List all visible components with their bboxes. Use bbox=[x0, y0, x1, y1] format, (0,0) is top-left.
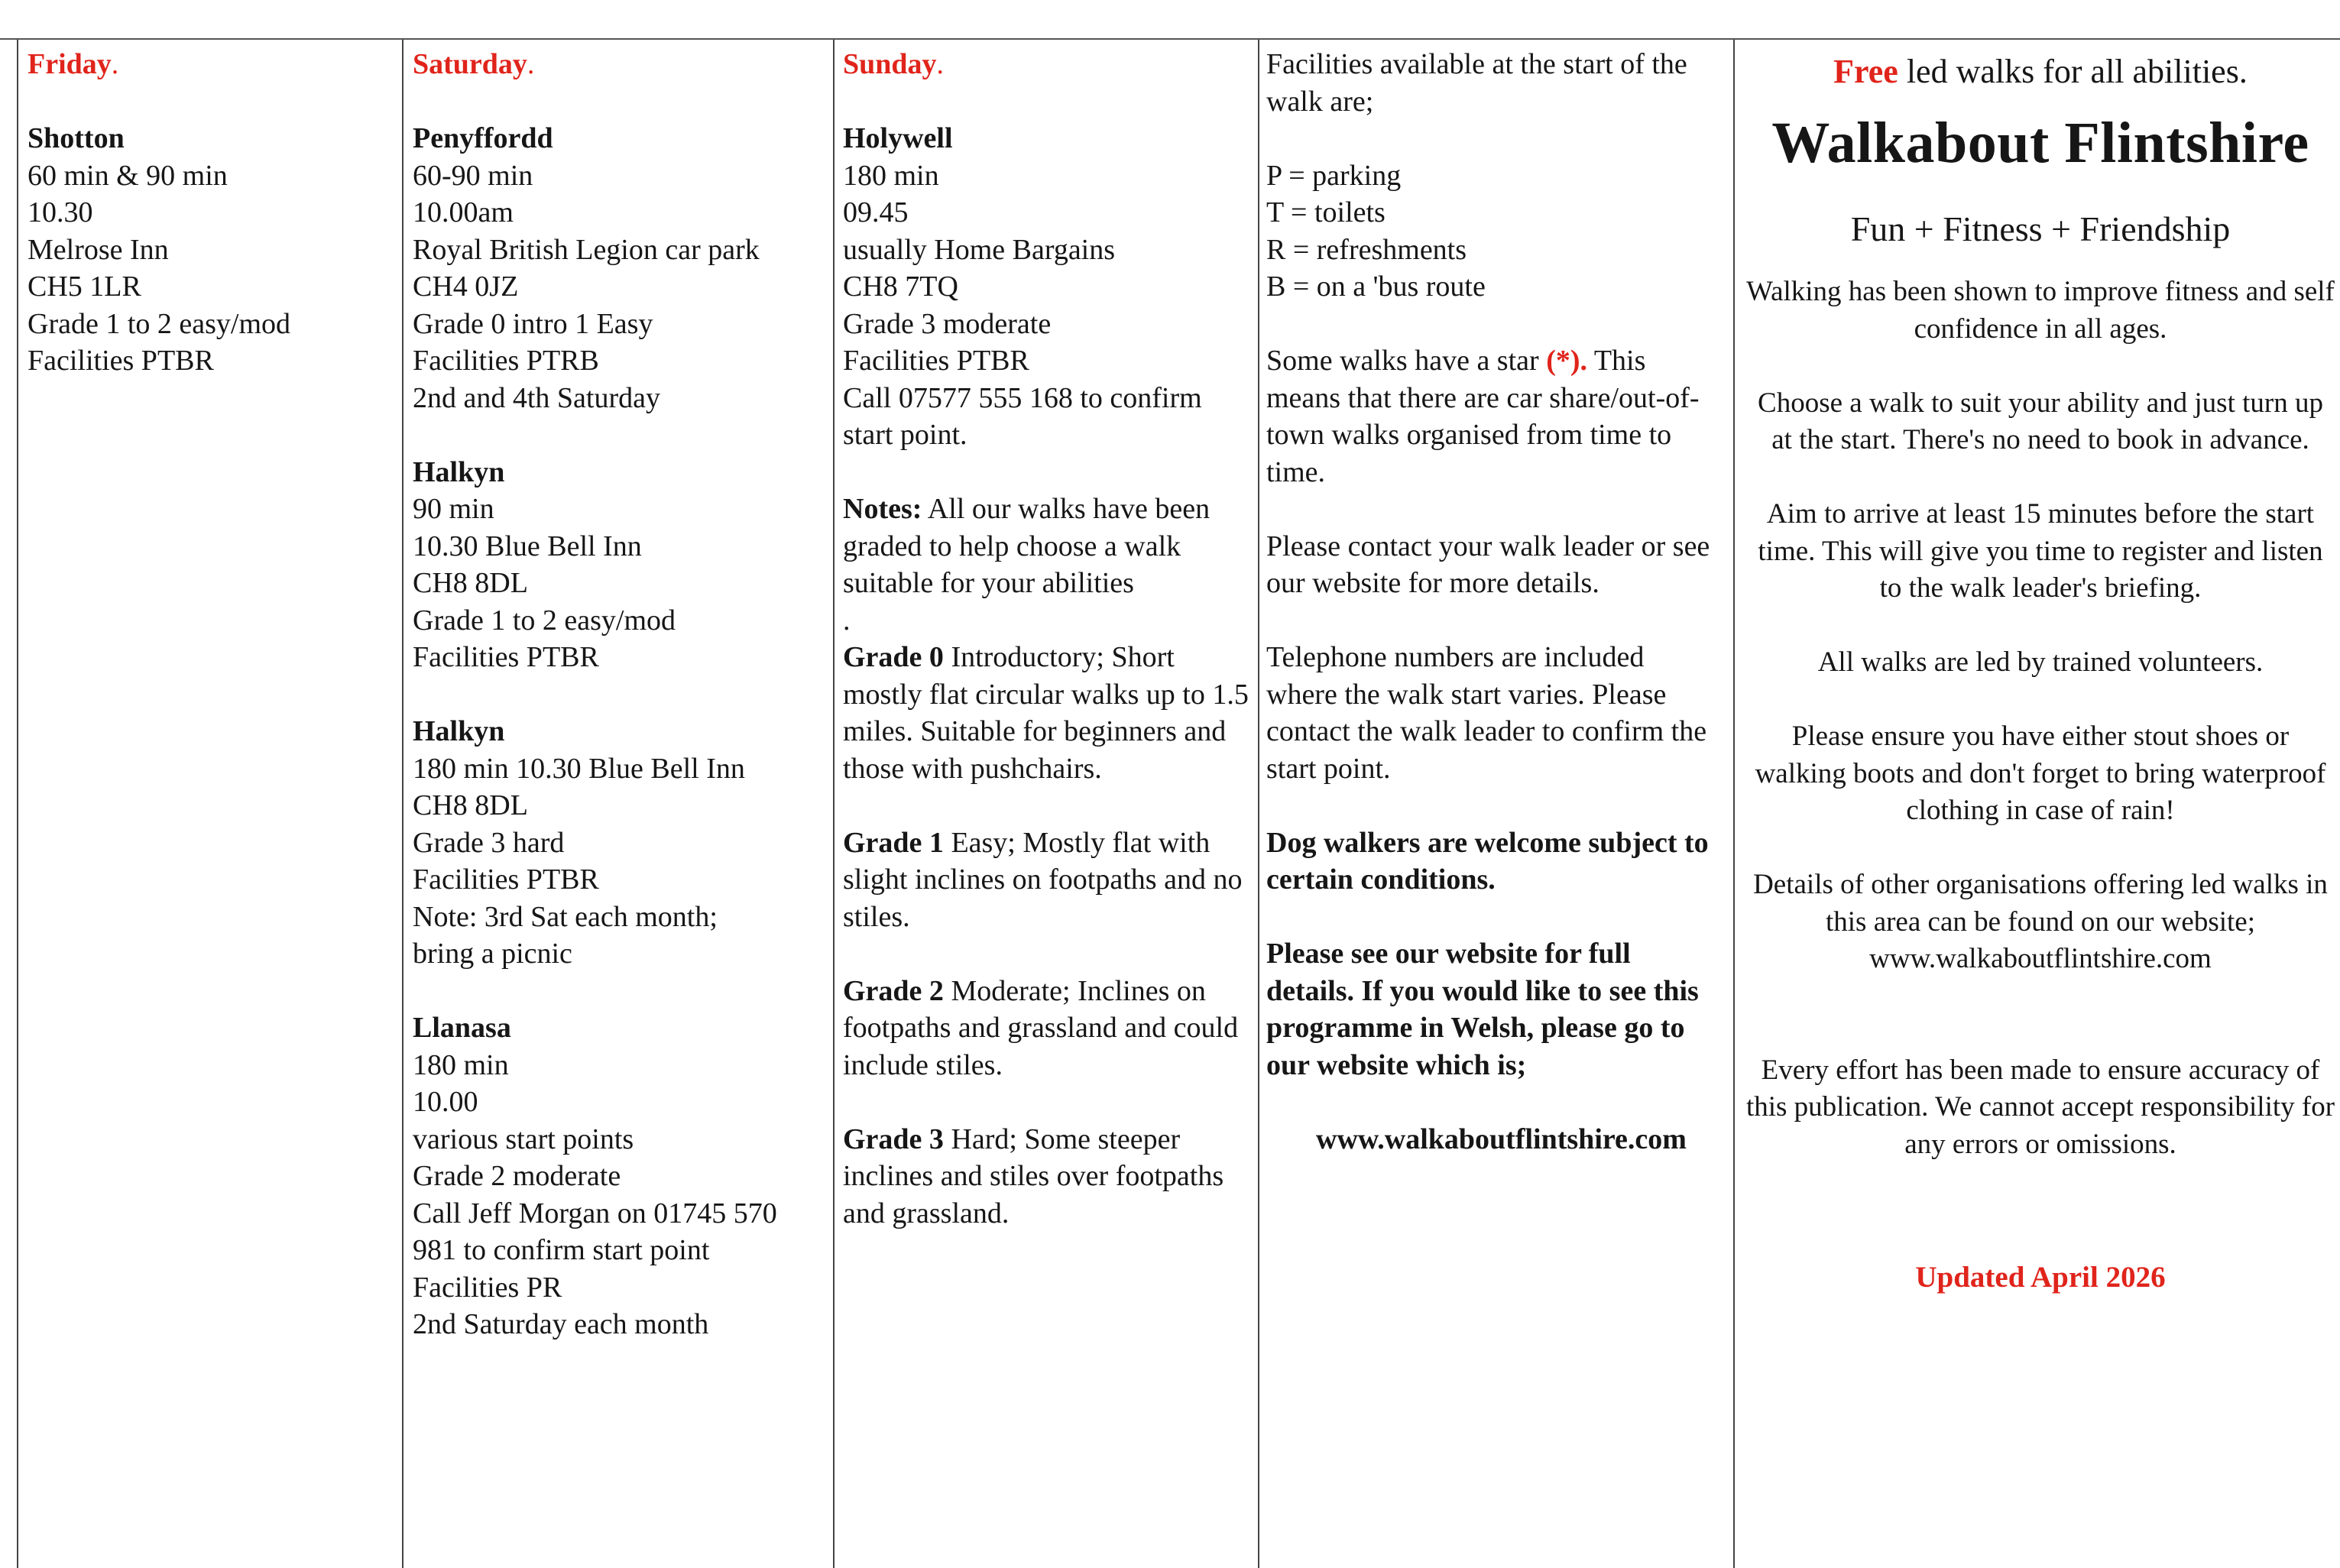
promo-paragraph: Walking has been shown to improve fitness and self confidence in all ages. bbox=[1746, 276, 2335, 345]
walk-detail: Facilities PTBR bbox=[413, 863, 599, 896]
walk-detail: 60 min & 90 min bbox=[28, 159, 228, 192]
facility-key: P = parking bbox=[1266, 159, 1402, 192]
grade-1-description: Grade 1 Easy; Mostly flat with slight inclines on footpaths and no stiles. bbox=[843, 826, 1243, 933]
promo-paragraph: Details of other organisations offering led walks in this area can be found on our website; www.walkaboutflintshire.com bbox=[1753, 869, 2328, 974]
walk-detail: Grade 2 moderate bbox=[413, 1160, 621, 1192]
walk-detail: various start points bbox=[413, 1123, 634, 1155]
facility-key: T = toilets bbox=[1266, 196, 1386, 228]
facility-key: R = refreshments bbox=[1266, 233, 1467, 266]
walk-detail: Facilities PTBR bbox=[843, 345, 1029, 377]
walk-detail: Note: 3rd Sat each month; bbox=[413, 900, 718, 933]
walk-name: Halkyn bbox=[413, 455, 505, 488]
walk-detail: 10.30 Blue Bell Inn bbox=[413, 530, 642, 562]
walk-name: Llanasa bbox=[413, 1012, 511, 1044]
walk-detail: Royal British Legion car park bbox=[413, 233, 760, 266]
promo-paragraph: Every effort has been made to ensure accuracy of this publication. We cannot accept responsibility for any errors or omissions. bbox=[1745, 1054, 2335, 1160]
brand-subtitle: Fun + Fitness + Friendship bbox=[1850, 209, 2231, 248]
walk-detail: 10.00am bbox=[413, 196, 514, 228]
grading-notes: Notes: All our walks have been graded to help choose a walk suitable for your abilities bbox=[843, 493, 1211, 599]
walk-name: Shotton bbox=[28, 122, 125, 154]
walk-detail: 180 min bbox=[413, 1048, 509, 1081]
saturday-column bbox=[402, 40, 833, 1568]
website-url: www.walkaboutflintshire.com bbox=[1316, 1123, 1687, 1155]
walk-detail: 10.30 bbox=[28, 196, 93, 228]
website-note: Please see our website for full details. If you would like to see this programme in Welsh, please go to our website which is; bbox=[1266, 938, 1699, 1081]
contact-note: Please contact your walk leader or see our website for more details. bbox=[1266, 530, 1710, 599]
walk-detail: 981 to confirm start point bbox=[413, 1234, 710, 1266]
walk-detail: Call Jeff Morgan on 01745 570 bbox=[413, 1197, 777, 1229]
facilities-intro: Facilities available at the start of the walk are; bbox=[1266, 48, 1687, 118]
promo-paragraph: All walks are led by trained volunteers. bbox=[1817, 646, 2264, 678]
sunday-heading: Sunday. bbox=[843, 48, 945, 80]
info-column bbox=[1258, 40, 1733, 1568]
walk-detail: Facilities PTRB bbox=[413, 345, 599, 377]
grading-notes-trailing: . bbox=[843, 604, 851, 637]
walk-detail: CH5 1LR bbox=[28, 271, 141, 303]
walk-detail: Facilities PR bbox=[413, 1271, 562, 1304]
walk-detail: Grade 0 intro 1 Easy bbox=[413, 307, 653, 340]
star-mark: (*). bbox=[1546, 345, 1587, 377]
grade-0-description: Grade 0 Introductory; Short mostly flat circular walks up to 1.5 miles. Suitable for beginners and those with pushchairs. bbox=[843, 641, 1249, 785]
sunday-column bbox=[833, 40, 1258, 1568]
dog-walkers-note: Dog walkers are welcome subject to certain conditions. bbox=[1266, 826, 1709, 896]
walk-detail: Grade 3 moderate bbox=[843, 307, 1052, 340]
walk-detail: Grade 3 hard bbox=[413, 826, 565, 859]
grade-2-description: Grade 2 Moderate; Inclines on footpaths and grassland and could include stiles. bbox=[843, 974, 1239, 1081]
walk-name: Holywell bbox=[843, 122, 953, 154]
walk-name: Penyffordd bbox=[413, 122, 553, 154]
walk-detail: Grade 1 to 2 easy/mod bbox=[413, 604, 676, 637]
walk-name: Halkyn bbox=[413, 715, 505, 747]
walk-detail: Facilities PTBR bbox=[28, 345, 214, 377]
saturday-heading: Saturday. bbox=[413, 48, 535, 80]
walk-detail: Grade 1 to 2 easy/mod bbox=[28, 307, 291, 340]
promo-paragraph: Choose a walk to suit your ability and just turn up at the start. There's no need to book in advance. bbox=[1758, 387, 2323, 455]
walk-detail: CH8 7TQ bbox=[843, 271, 958, 303]
walk-detail: bring a picnic bbox=[413, 938, 572, 970]
facility-key: B = on a 'bus route bbox=[1266, 271, 1486, 303]
walk-detail: 10.00 bbox=[413, 1086, 478, 1118]
walk-detail: CH8 8DL bbox=[413, 567, 528, 599]
walk-detail: CH8 8DL bbox=[413, 789, 528, 821]
tagline: Free led walks for all abilities. bbox=[1833, 53, 2248, 90]
walk-detail: 180 min 10.30 Blue Bell Inn bbox=[413, 752, 745, 785]
walk-detail: 180 min bbox=[843, 159, 939, 192]
promo-body bbox=[1745, 274, 2335, 1163]
walk-detail: usually Home Bargains bbox=[843, 233, 1116, 266]
walk-detail: Facilities PTBR bbox=[413, 641, 599, 673]
walk-detail: 90 min bbox=[413, 493, 494, 525]
walk-call-note: Call 07577 555 168 to confirm start point. bbox=[843, 381, 1202, 451]
walk-detail: 09.45 bbox=[843, 196, 909, 228]
walk-detail: 2nd and 4th Saturday bbox=[413, 381, 661, 414]
walk-detail: 2nd Saturday each month bbox=[413, 1308, 709, 1340]
grade-3-description: Grade 3 Hard; Some steeper inclines and stiles over footpaths and grassland. bbox=[843, 1123, 1224, 1229]
friday-heading: Friday. bbox=[28, 48, 119, 80]
walk-detail: CH4 0JZ bbox=[413, 271, 519, 303]
brand-title: Walkabout Flintshire bbox=[1771, 111, 2309, 175]
walks-leaflet bbox=[0, 38, 2340, 1568]
promo-column bbox=[1733, 40, 2340, 1568]
walk-detail: Melrose Inn bbox=[28, 233, 169, 266]
walk-detail: 60-90 min bbox=[413, 159, 533, 192]
telephone-note: Telephone numbers are included where the walk start varies. Please contact the walk leader to confirm the start point. bbox=[1266, 641, 1707, 785]
star-note: Some walks have a star (*). This means that there are car share/out-of-town walks organised from time to time. bbox=[1266, 345, 1700, 488]
promo-paragraph: Please ensure you have either stout shoes or walking boots and don't forget to bring waterproof clothing in case of rain! bbox=[1755, 721, 2326, 826]
promo-paragraph: Aim to arrive at least 15 minutes before the start time. This will give you time to register and listen to the walk leader's briefing. bbox=[1758, 498, 2323, 604]
friday-column bbox=[17, 40, 402, 1568]
updated-date: Updated April 2026 bbox=[1915, 1261, 2166, 1294]
